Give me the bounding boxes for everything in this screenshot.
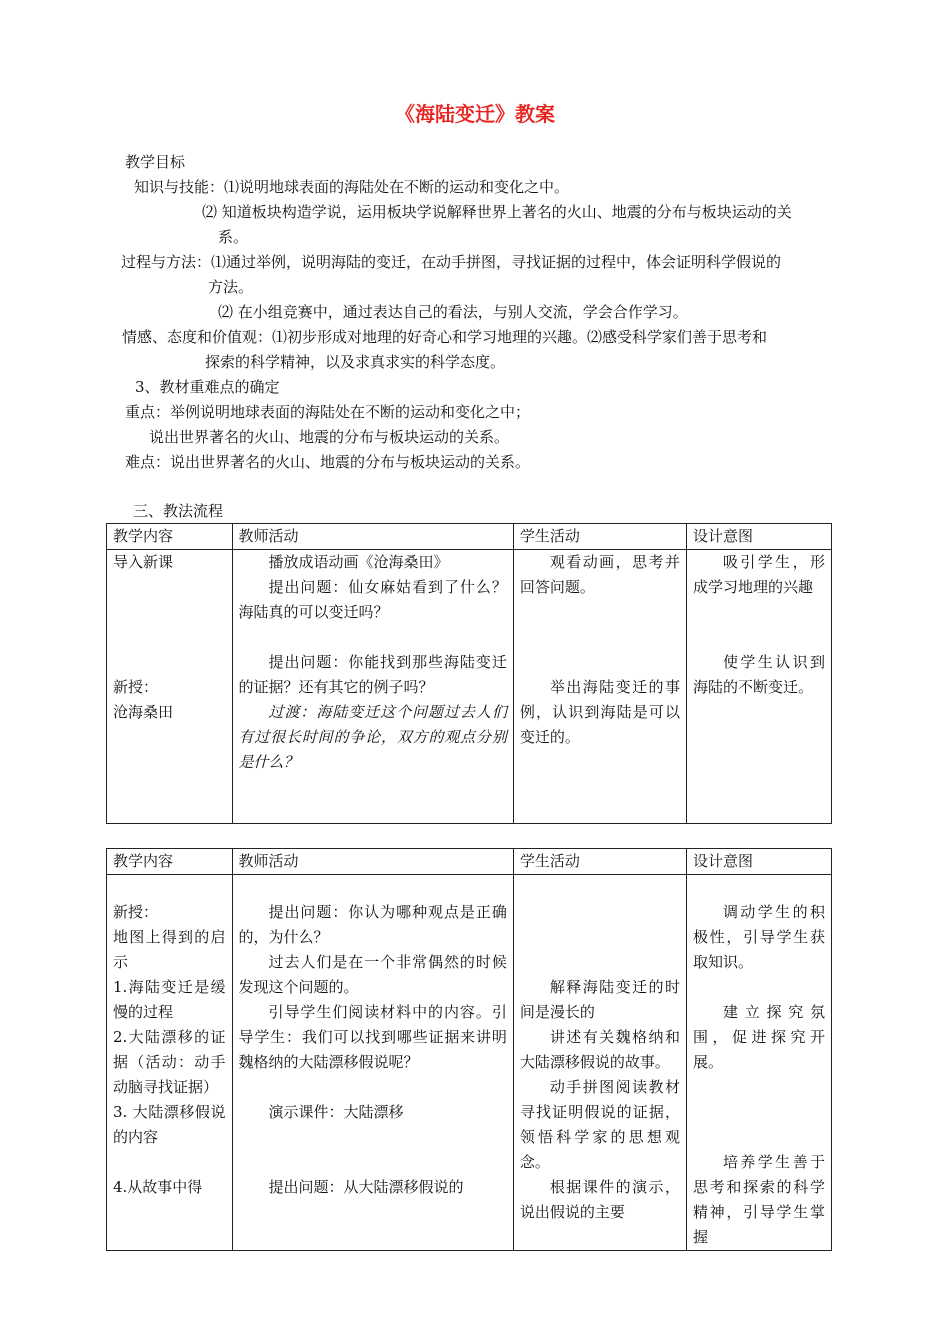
teacher-item: 提出问题：你能找到那些海陆变迁的证据？还有其它的例子吗？ [238, 653, 507, 696]
cell-student [513, 875, 686, 1251]
header-intent: 设计意图 [686, 849, 831, 875]
teacher-item: 提出问题：从大陆漂移假说的 [268, 1178, 464, 1196]
content-item: 沧海桑田 [113, 703, 174, 721]
cell-teacher [232, 550, 513, 824]
student-item: 讲述有关魏格纳和大陆漂移假说的故事。 [519, 1028, 680, 1071]
teacher-item: 引导学生们阅读材料中的内容。引导学生：我们可以找到哪些证据来讲明魏格纳的大陆漂移假说呢？ [238, 1003, 507, 1071]
student-item: 解释海陆变迁的时间是漫长的 [519, 978, 680, 1021]
intent-item: 吸引学生，形成学习地理的兴趣 [692, 553, 825, 596]
process-line-1: 过程与方法：⑴通过举例，说明海陆的变迁，在动手拼图，寻找证据的过程中，体会证明科学假说的 [121, 253, 782, 271]
knowledge-line-1: 知识与技能：⑴说明地球表面的海陆处在不断的运动和变化之中。 [134, 178, 570, 196]
content-item: 2.大陆漂移的证据（活动：动手动脑寻找证据） [113, 1028, 226, 1096]
content-item: 地图上得到的启示 [113, 928, 226, 971]
header-teacher: 教师活动 [232, 849, 513, 875]
intent-item: 调动学生的积极性，引导学生获取知识。 [692, 903, 825, 971]
teacher-item: 过去人们是在一个非常偶然的时候发现这个问题的。 [238, 953, 507, 996]
student-item: 观看动画，思考并回答问题。 [519, 553, 680, 596]
cell-content [107, 550, 233, 824]
header-student: 学生活动 [513, 849, 686, 875]
flow-table-1 [106, 523, 832, 824]
document-title: 《海陆变迁》教案 [395, 102, 555, 126]
header-student: 学生活动 [513, 524, 686, 550]
content-item: 新授： [113, 678, 159, 696]
emotion-line-cont: 探索的科学精神，以及求真求实的科学态度。 [205, 353, 506, 371]
emotion-line: 情感、态度和价值观：⑴初步形成对地理的好奇心和学习地理的兴趣。⑵感受科学家们善于思考和 [122, 328, 768, 346]
teacher-item: 过渡：海陆变迁这个问题过去人们有过很长时间的争论，双方的观点分别是什么？ [238, 703, 507, 771]
cell-intent [686, 875, 831, 1251]
content-item: 1.海陆变迁是缓慢的过程 [113, 978, 226, 1021]
teacher-item: 提出问题：你认为哪种观点是正确的，为什么？ [238, 903, 507, 946]
difficult-point: 难点：说出世界著名的火山、地震的分布与板块运动的关系。 [125, 453, 531, 471]
student-item: 动手拼图阅读教材寻找证明假说的证据，领悟科学家的思想观念。 [519, 1078, 680, 1171]
flow-table-2 [106, 848, 832, 1251]
cell-intent [686, 550, 831, 824]
objectives-heading: 教学目标 [125, 153, 186, 171]
cell-teacher [232, 875, 513, 1251]
header-content: 教学内容 [107, 524, 233, 550]
content-item: 导入新课 [113, 553, 174, 571]
content-item: 3. 大陆漂移假说的内容 [113, 1103, 226, 1146]
cell-student [513, 550, 686, 824]
content-item: 新授： [113, 903, 159, 921]
intent-item: 建立探究氛围，促进探究开展。 [692, 1003, 825, 1071]
header-teacher: 教师活动 [232, 524, 513, 550]
teacher-item: 提出问题：仙女麻姑看到了什么？海陆真的可以变迁吗？ [238, 578, 507, 621]
knowledge-line-2: ⑵ 知道板块构造学说，运用板块学说解释世界上著名的火山、地震的分布与板块运动的关 [202, 203, 792, 221]
intent-item: 使学生认识到海陆的不断变迁。 [692, 653, 825, 696]
knowledge-line-2-cont: 系。 [218, 228, 249, 246]
process-line-2: ⑵ 在小组竞赛中，通过表达自己的看法，与别人交流，学会合作学习。 [218, 303, 688, 321]
content-item: 4.从故事中得 [113, 1178, 203, 1196]
teacher-item: 播放成语动画《沧海桑田》 [268, 553, 449, 571]
header-intent: 设计意图 [686, 524, 831, 550]
header-content: 教学内容 [107, 849, 233, 875]
student-item: 举出海陆变迁的事例，认识到海陆是可以变迁的。 [519, 678, 680, 746]
student-item: 根据课件的演示，说出假说的主要 [519, 1178, 680, 1221]
key-point-2: 说出世界著名的火山、地震的分布与板块运动的关系。 [149, 428, 510, 446]
teacher-item: 演示课件：大陆漂移 [268, 1103, 404, 1121]
cell-content [107, 875, 233, 1251]
process-line-1-cont: 方法。 [208, 278, 254, 296]
flow-heading: 三、教法流程 [133, 502, 224, 520]
key-points-heading: 3、教材重难点的确定 [135, 378, 280, 396]
key-point-1: 重点：举例说明地球表面的海陆处在不断的运动和变化之中； [125, 403, 531, 421]
intent-item: 培养学生善于思考和探索的科学精神，引导学生掌握 [692, 1153, 825, 1246]
